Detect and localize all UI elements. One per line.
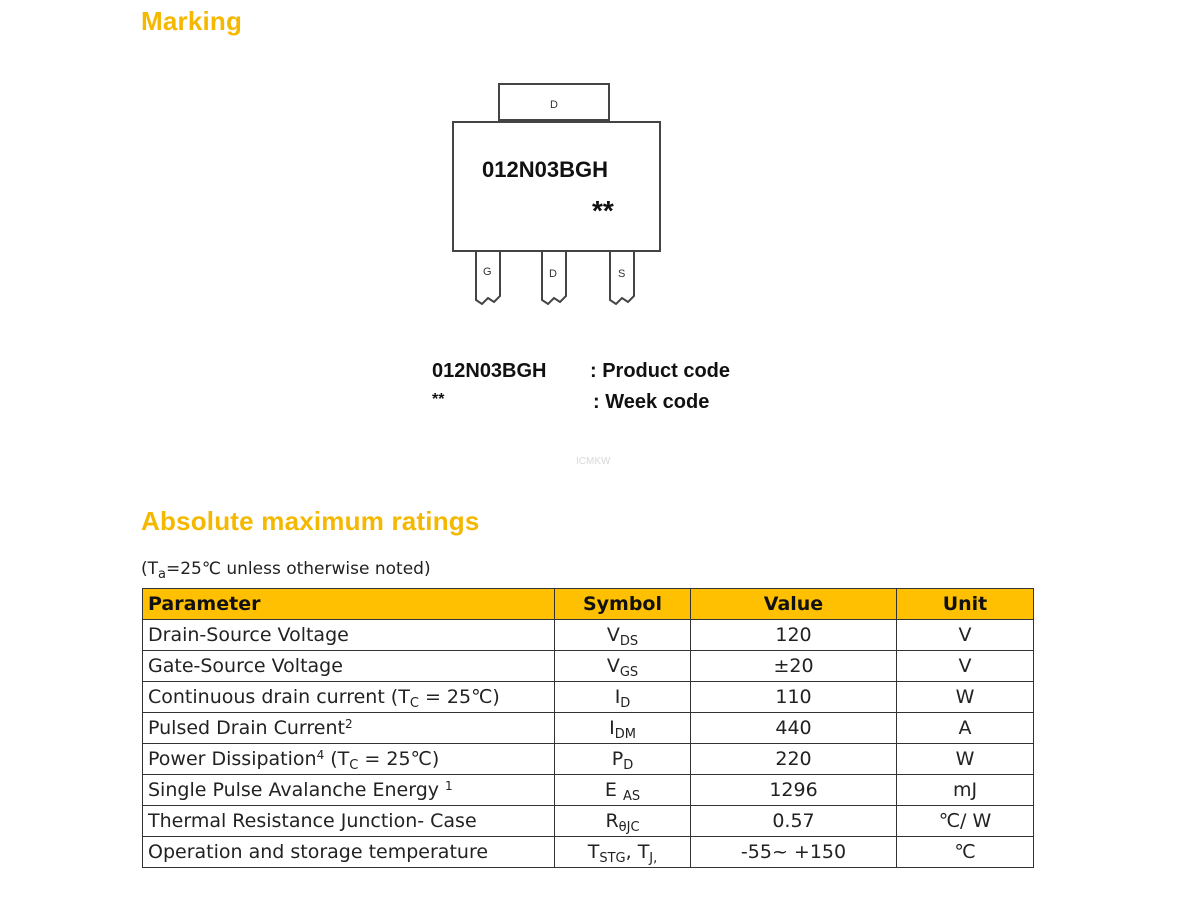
symbol-mid: , T bbox=[625, 841, 650, 863]
cell-unit: W bbox=[897, 744, 1034, 775]
parameter-note: 2 bbox=[344, 717, 353, 731]
cell-parameter bbox=[143, 775, 555, 806]
cell-parameter bbox=[143, 806, 555, 837]
cell-parameter bbox=[143, 651, 555, 682]
cell-symbol bbox=[555, 744, 691, 775]
symbol-sub: D bbox=[623, 758, 634, 773]
parameter-note: 4 bbox=[316, 748, 325, 762]
symbol-main: E bbox=[604, 779, 623, 801]
parameter-text: Pulsed Drain Current bbox=[148, 717, 345, 739]
cell-value: 0.57 bbox=[691, 806, 897, 837]
cell-symbol bbox=[555, 806, 691, 837]
cell-symbol bbox=[555, 775, 691, 806]
legend-code-1: 012N03BGH bbox=[432, 360, 547, 382]
header-parameter: Parameter bbox=[143, 589, 555, 620]
header-symbol: Symbol bbox=[555, 589, 691, 620]
package-body bbox=[452, 121, 661, 252]
symbol-sub2: J, bbox=[649, 851, 658, 866]
table-header-row bbox=[143, 589, 1034, 620]
table-row bbox=[143, 620, 1034, 651]
symbol-main: V bbox=[606, 624, 620, 646]
cell-value: 440 bbox=[691, 713, 897, 744]
table-row bbox=[143, 775, 1034, 806]
table-row bbox=[143, 837, 1034, 868]
cond-suffix: =25℃ unless otherwise noted) bbox=[166, 559, 431, 579]
lead-g bbox=[476, 252, 500, 304]
parameter-note: 1 bbox=[445, 779, 453, 793]
parameter-sub: C bbox=[409, 696, 419, 711]
parameter-text: Operation and storage temperature bbox=[148, 841, 489, 863]
table-row bbox=[143, 806, 1034, 837]
cell-parameter bbox=[143, 620, 555, 651]
cell-symbol bbox=[555, 620, 691, 651]
legend-desc-1: : Product code bbox=[590, 360, 731, 382]
table-row bbox=[143, 713, 1034, 744]
symbol-sub: DS bbox=[619, 634, 639, 649]
cell-value: -55~ +150 bbox=[691, 837, 897, 868]
cell-parameter bbox=[143, 713, 555, 744]
parameter-text: Power Dissipation bbox=[148, 748, 317, 770]
symbol-sub: D bbox=[620, 696, 631, 711]
cell-value: 110 bbox=[691, 682, 897, 713]
cell-value: ±20 bbox=[691, 651, 897, 682]
symbol-sub: STG bbox=[599, 851, 626, 866]
marking-heading: Marking bbox=[141, 6, 243, 36]
table-row bbox=[143, 682, 1034, 713]
cell-unit: mJ bbox=[897, 775, 1034, 806]
parameter-text: Gate-Source Voltage bbox=[148, 655, 343, 677]
symbol-main: P bbox=[611, 748, 624, 770]
package-drawing bbox=[452, 80, 664, 310]
header-value: Value bbox=[691, 589, 897, 620]
symbol-sub: GS bbox=[619, 665, 639, 680]
cell-unit: A bbox=[897, 713, 1034, 744]
symbol-sub: DM bbox=[614, 727, 636, 742]
cell-parameter bbox=[143, 744, 555, 775]
cell-symbol bbox=[555, 837, 691, 868]
lead-label-s: S bbox=[618, 268, 626, 280]
parameter-text: Single Pulse Avalanche Energy bbox=[148, 779, 446, 801]
parameter-text: Continuous drain current (T bbox=[148, 686, 410, 708]
legend-code-2: ** bbox=[432, 391, 445, 408]
cell-symbol bbox=[555, 682, 691, 713]
table-row bbox=[143, 651, 1034, 682]
cell-value: 220 bbox=[691, 744, 897, 775]
symbol-main: I bbox=[614, 686, 621, 708]
legend-desc-2: : Week code bbox=[593, 391, 710, 413]
header-unit: Unit bbox=[897, 589, 1034, 620]
parameter-sub: C bbox=[349, 758, 359, 773]
cell-value: 1296 bbox=[691, 775, 897, 806]
package-tab bbox=[498, 83, 610, 121]
symbol-sub: AS bbox=[622, 789, 641, 804]
cell-unit: V bbox=[897, 620, 1034, 651]
lead-label-g: G bbox=[483, 266, 492, 278]
cell-unit: ℃/ W bbox=[897, 806, 1034, 837]
table-row bbox=[143, 744, 1034, 775]
cell-symbol bbox=[555, 651, 691, 682]
cell-parameter bbox=[143, 837, 555, 868]
parameter-text: Drain-Source Voltage bbox=[148, 624, 349, 646]
absolute-max-heading: Absolute maximum ratings bbox=[141, 506, 480, 536]
conditions-note bbox=[141, 559, 431, 582]
lead-label-d: D bbox=[549, 268, 557, 280]
ratings-table bbox=[142, 588, 1034, 868]
cell-unit: W bbox=[897, 682, 1034, 713]
tab-label: D bbox=[550, 99, 558, 111]
package-product-code: 012N03BGH bbox=[482, 157, 608, 182]
package-week-code: ** bbox=[592, 195, 614, 226]
symbol-main: I bbox=[609, 717, 615, 739]
cond-sub: a bbox=[158, 567, 166, 582]
cell-unit: V bbox=[897, 651, 1034, 682]
symbol-main: T bbox=[587, 841, 600, 863]
parameter-tail: (T bbox=[324, 748, 350, 770]
symbol-sub: θJC bbox=[618, 820, 640, 835]
symbol-main: V bbox=[606, 655, 620, 677]
cell-value: 120 bbox=[691, 620, 897, 651]
parameter-text: Thermal Resistance Junction- Case bbox=[148, 810, 477, 832]
cond-prefix: (T bbox=[141, 559, 159, 579]
watermark: ICMKW bbox=[576, 456, 611, 467]
cell-unit: ℃ bbox=[897, 837, 1034, 868]
symbol-main: R bbox=[605, 810, 619, 832]
parameter-end: = 25℃) bbox=[418, 686, 500, 708]
package-leads bbox=[452, 250, 664, 310]
parameter-end: = 25℃) bbox=[358, 748, 440, 770]
cell-parameter bbox=[143, 682, 555, 713]
cell-symbol bbox=[555, 713, 691, 744]
